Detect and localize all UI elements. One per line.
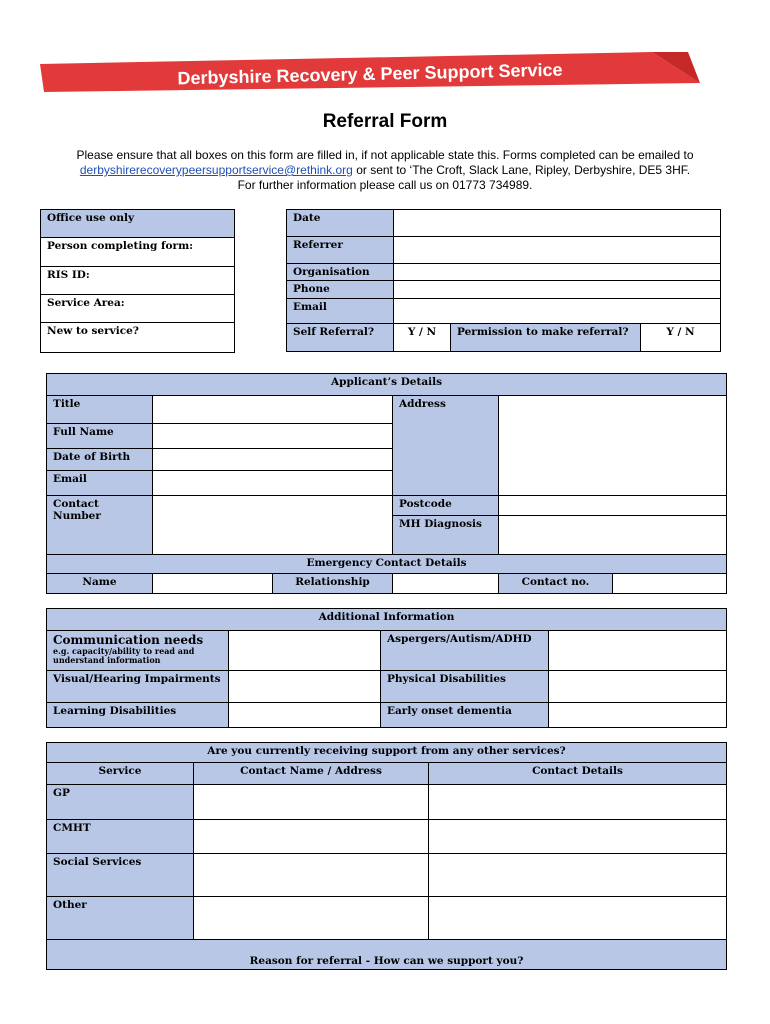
full-name-label: Full Name <box>47 424 153 449</box>
contact-number-label: Contact Number <box>47 496 153 555</box>
communication-input[interactable] <box>229 631 381 671</box>
gp-contact-input[interactable] <box>194 785 429 820</box>
service-banner <box>0 0 770 100</box>
additional-header: Additional Information <box>47 609 727 631</box>
self-referral-label: Self Referral? <box>287 324 394 352</box>
applicant-details-table <box>46 373 727 594</box>
person-completing-field[interactable]: Person completing form: <box>41 238 235 267</box>
cmht-details-input[interactable] <box>429 820 727 854</box>
title-label: Title <box>47 396 153 424</box>
additional-info-table <box>46 608 727 728</box>
cmht-contact-input[interactable] <box>194 820 429 854</box>
contact-number-input[interactable] <box>153 496 393 555</box>
col-contact-details: Contact Details <box>429 763 727 785</box>
service-row-cmht: CMHT <box>47 820 194 854</box>
office-use-table <box>40 209 235 353</box>
learning-input[interactable] <box>229 703 381 728</box>
full-name-input[interactable] <box>153 424 393 449</box>
dob-input[interactable] <box>153 449 393 471</box>
col-service: Service <box>47 763 194 785</box>
new-to-service-field[interactable]: New to service? <box>41 323 235 353</box>
visual-label: Visual/Hearing Impairments <box>47 671 229 703</box>
service-row-social: Social Services <box>47 854 194 897</box>
applicant-header: Applicant’s Details <box>47 374 727 396</box>
address-input[interactable] <box>499 396 727 496</box>
permission-yn[interactable]: Y / N <box>641 324 721 352</box>
applicant-email-input[interactable] <box>153 471 393 496</box>
intro-line2: or sent to ‘The Croft, Slack Lane, Ripley, Derbyshire, DE5 3HF. <box>352 163 691 177</box>
referrer-table <box>286 209 721 352</box>
other-details-input[interactable] <box>429 897 727 940</box>
postcode-input[interactable] <box>499 496 727 516</box>
dob-label: Date of Birth <box>47 449 153 471</box>
ec-name-label: Name <box>47 574 153 594</box>
intro-text <box>20 148 750 193</box>
phone-label: Phone <box>287 281 394 299</box>
physical-input[interactable] <box>549 671 727 703</box>
ec-name-input[interactable] <box>153 574 273 594</box>
banner-text: Derbyshire Recovery & Peer Support Service <box>177 59 563 89</box>
organisation-input[interactable] <box>394 264 721 281</box>
email-input[interactable] <box>394 299 721 324</box>
ec-relationship-label: Relationship <box>273 574 393 594</box>
service-row-gp: GP <box>47 785 194 820</box>
ec-contact-input[interactable] <box>613 574 727 594</box>
intro-line1: Please ensure that all boxes on this form are filled in, if not applicable state this. Forms completed can be emailed to <box>76 148 694 162</box>
other-contact-input[interactable] <box>194 897 429 940</box>
aspergers-input[interactable] <box>549 631 727 671</box>
email-label: Email <box>287 299 394 324</box>
col-contact-name: Contact Name / Address <box>194 763 429 785</box>
office-use-label: Office use only <box>41 210 235 238</box>
services-table <box>46 742 727 970</box>
title-input[interactable] <box>153 396 393 424</box>
phone-input[interactable] <box>394 281 721 299</box>
dementia-label: Early onset dementia <box>381 703 549 728</box>
ec-contact-label: Contact no. <box>499 574 613 594</box>
services-header: Are you currently receiving support from any other services? <box>47 743 727 763</box>
communication-label: Communication needs e.g. capacity/ability to read and understand information <box>47 631 229 671</box>
physical-label: Physical Disabilities <box>381 671 549 703</box>
postcode-label: Postcode <box>393 496 499 516</box>
aspergers-label: Aspergers/Autism/ADHD <box>381 631 549 671</box>
reason-for-referral: Reason for referral - How can we support you? <box>47 940 727 970</box>
social-contact-input[interactable] <box>194 854 429 897</box>
dementia-input[interactable] <box>549 703 727 728</box>
service-area-field[interactable]: Service Area: <box>41 295 235 323</box>
learning-label: Learning Disabilities <box>47 703 229 728</box>
visual-input[interactable] <box>229 671 381 703</box>
mh-diagnosis-label: MH Diagnosis <box>393 516 499 555</box>
date-input[interactable] <box>394 210 721 237</box>
ris-id-field[interactable]: RIS ID: <box>41 267 235 295</box>
service-row-other: Other <box>47 897 194 940</box>
address-label: Address <box>393 396 499 496</box>
gp-details-input[interactable] <box>429 785 727 820</box>
mh-diagnosis-input[interactable] <box>499 516 727 555</box>
intro-line3: For further information please call us on 01773 734989. <box>237 178 533 192</box>
referrer-label: Referrer <box>287 237 394 264</box>
form-title: Referral Form <box>322 111 448 132</box>
date-label: Date <box>287 210 394 237</box>
social-details-input[interactable] <box>429 854 727 897</box>
permission-label: Permission to make referral? <box>451 324 641 352</box>
referrer-input[interactable] <box>394 237 721 264</box>
organisation-label: Organisation <box>287 264 394 281</box>
self-referral-yn[interactable]: Y / N <box>394 324 451 352</box>
emergency-header: Emergency Contact Details <box>47 555 727 574</box>
email-link[interactable]: derbyshirerecoverypeersupportservice@rethink.org <box>79 163 353 177</box>
ec-relationship-input[interactable] <box>393 574 499 594</box>
applicant-email-label: Email <box>47 471 153 496</box>
